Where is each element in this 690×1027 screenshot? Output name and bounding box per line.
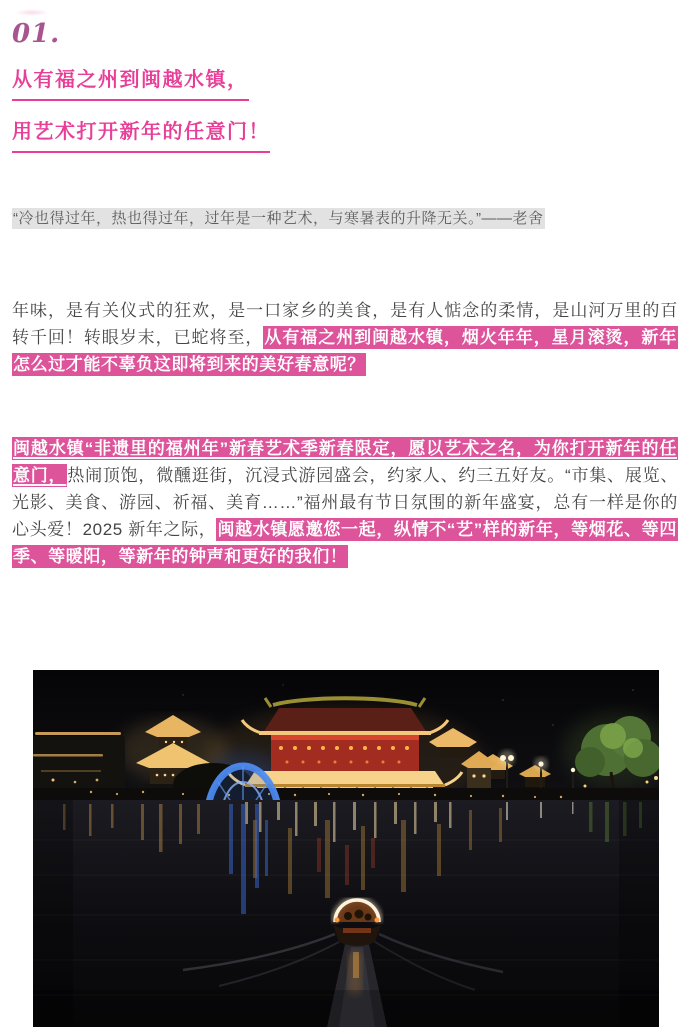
decorative-mark xyxy=(15,9,49,16)
vignette-bottom xyxy=(33,990,659,1027)
paragraph-1-highlight: 从有福之州到闽越水镇，烟火年年，星月滚烫，新年怎么过才能不辜负这即将到来的美好春意呢？ xyxy=(13,327,677,374)
quote-paragraph xyxy=(12,207,678,231)
paragraph-1 xyxy=(12,297,678,378)
quote-text: “冷也得过年，热也得过年，过年是一种艺术，与寒暑表的升降无关。”——老舍 xyxy=(13,209,544,227)
night-watertown-illustration xyxy=(33,670,659,1027)
paragraph-2-text: 热闹顶饱，微醺逛街，沉浸式游园盛会，约家人、约三五好友。“市集、展览、光影、美食、游园、祈福、美育……”福州最有节日氛围的新年盛宴，总有一样是你的心头爱！2025 新年之际， xyxy=(12,465,678,539)
headline-line-1: 从有福之州到闽越水镇， xyxy=(12,63,249,101)
section-number: 01. xyxy=(12,19,61,49)
paragraph-2 xyxy=(12,435,678,570)
paragraph-1-text: 年味，是有关仪式的狂欢，是一口家乡的美食，是有人惦念的柔情，是山河万里的百转千回！转眼岁末，已蛇将至， xyxy=(12,300,678,347)
article-photo[interactable] xyxy=(33,670,659,1027)
paragraph-2-highlight-end: 闽越水镇愿邀您一起，纵情不“艺”样的新年，等烟花、等四季、等暖阳，等新年的钟声和更好的我们！ xyxy=(13,519,677,566)
paragraph-2-highlight-start: 闽越水镇“非遗里的福州年”新春艺术季新春限定，愿以艺术之名，为你打开新年的任意门， xyxy=(13,438,677,485)
left-buildings xyxy=(33,732,125,790)
article-headline xyxy=(12,63,678,153)
headline-line-2: 用艺术打开新年的任意门！ xyxy=(12,115,270,153)
shoreline xyxy=(33,788,659,802)
